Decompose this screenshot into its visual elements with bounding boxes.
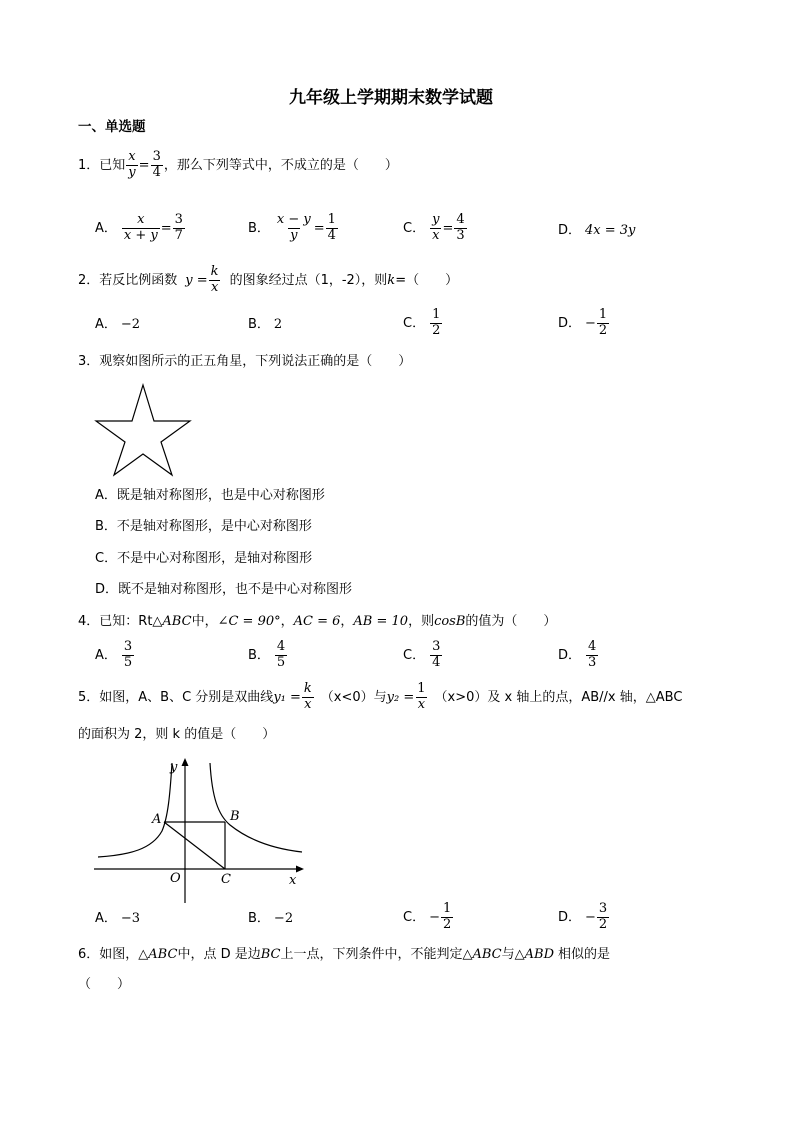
option-c[interactable]: C．不是中心对称图形，是轴对称图形 [95,551,313,566]
hyperbola-graph [90,755,310,905]
option-d[interactable]: D． − $\frac{1}{2}$ [558,307,608,338]
question-number: 4． [78,614,100,629]
option-b[interactable]: B． $\frac{4}{5}$ [248,639,286,670]
question-3 [78,355,411,368]
option-a[interactable]: A． $\frac{3}{5}$ [95,639,133,670]
fraction: $\frac{x}{y}$ [128,149,136,180]
option-d[interactable]: D． 4x = 3y [558,223,636,238]
question-text: ，那么下列等式中，不成立的是（ ） [163,157,398,173]
graph-label-y: y [170,760,178,775]
option-b[interactable]: B． $\frac{x - y}{y}$ = $\frac{1}{4}$ [248,212,336,243]
question-number: 3． [78,354,100,369]
question-6: 6． 如图， △ABC 中，点 D 是边 BC 上一点，下列条件中，不能判定 △ABC 与 △ABD 相似的是 [78,947,611,962]
option-a[interactable]: A．既是轴对称图形，也是中心对称图形 [95,488,325,503]
option-c[interactable]: C． − $\frac{1}{2}$ [403,901,452,932]
question-number: 1． [78,157,100,173]
question-5-line2: 的面积为 2，则 k 的值是（ ） [78,727,276,742]
question-text: 观察如图所示的正五角星，下列说法正确的是（ ） [99,354,412,369]
option-d[interactable]: D．既不是轴对称图形，也不是中心对称图形 [95,582,353,597]
section-heading: 一、单选题 [78,119,146,135]
question-number: 6． [78,947,100,962]
option-b[interactable]: B．不是轴对称图形，是中心对称图形 [95,519,312,534]
option-b[interactable]: B． −2 [248,911,294,926]
option-b[interactable]: B． 2 [248,317,283,332]
option-c[interactable]: C． $\frac{1}{2}$ [403,307,441,338]
page-title: 九年级上学期期末数学试题 [289,88,493,108]
graph-label-c: C [221,872,231,887]
question-6-line2: （ ） [78,977,131,992]
option-a[interactable]: A． $\frac{x}{x + y}$ = $\frac{3}{7}$ [95,212,183,243]
option-a[interactable]: A． −2 [95,317,141,332]
question-number: 5． [78,689,100,705]
question-text: 若反比例函数 [99,272,178,288]
option-c[interactable]: C． $\frac{3}{4}$ [403,639,441,670]
graph-label-x: x [289,873,297,888]
question-2: 2． 若反比例函数 y = $\frac{k}{x}$ 的图象经过点（1，-2），则 k =（ ） [78,264,459,295]
question-text: 已知 [99,157,126,173]
question-5: 5． 如图，A、B、C 分别是双曲线 y₁ = $\frac{k}{x}$ （x<0）与 y₂ = $\frac{1}{x}$ （x>0）及 x 轴上的点，AB//x 轴，△ABC [78,681,683,712]
question-1: 1． 已知 $\frac{x}{y}$ = $\frac{3}{4}$ ，那么下列等式中，不成立的是（ ） [78,149,398,180]
star-figure [94,383,192,477]
graph-label-o: O [170,871,181,886]
fraction: $\frac{3}{4}$ [152,149,161,180]
option-d[interactable]: D． $\frac{4}{3}$ [558,639,597,670]
option-c[interactable]: C． $\frac{y}{x}$ = $\frac{4}{3}$ [403,212,465,243]
question-number: 2． [78,272,100,288]
graph-label-b: B [230,809,240,824]
option-a[interactable]: A． −3 [95,911,141,926]
question-4: 4． 已知：Rt △ABC 中， ∠C = 90° ， AC = 6 ， AB = 10 ，则 cosB 的值为（ ） [78,614,557,629]
graph-label-a: A [152,812,162,827]
question-text: 的图象经过点（1，-2），则 [229,272,388,288]
option-d[interactable]: D． − $\frac{3}{2}$ [558,901,608,932]
